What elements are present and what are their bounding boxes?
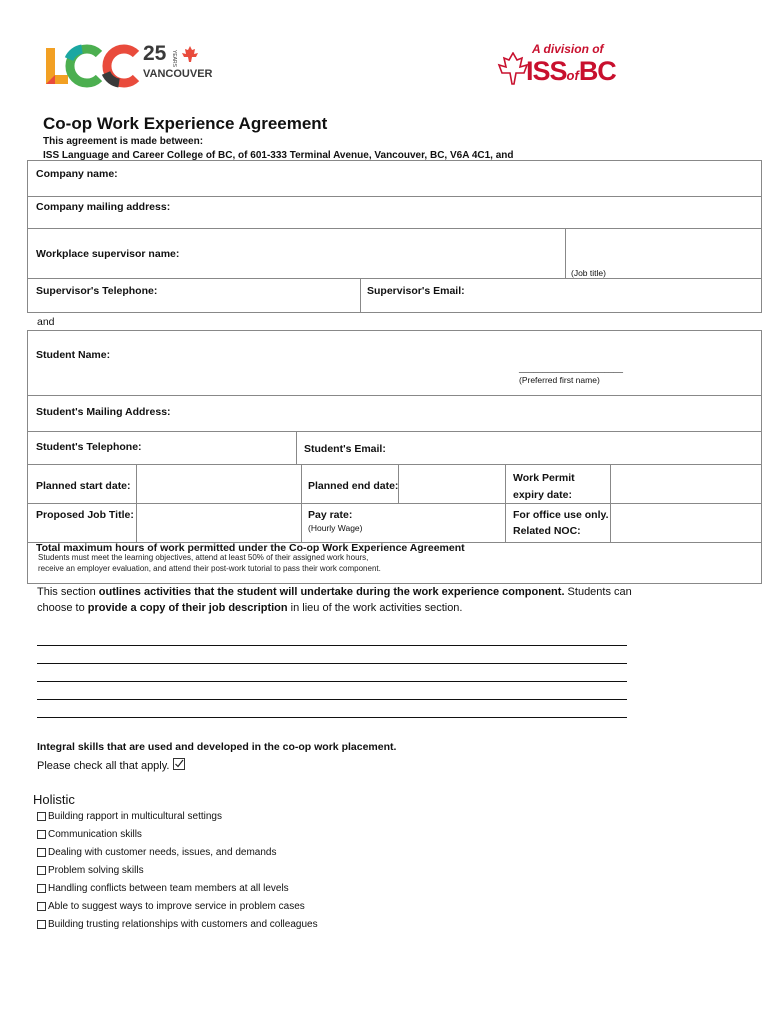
divider xyxy=(28,395,761,396)
divider xyxy=(28,196,761,197)
activity-line[interactable] xyxy=(37,645,627,646)
checkbox[interactable] xyxy=(37,812,46,821)
skills-instruction-row xyxy=(37,758,185,772)
divider xyxy=(136,503,137,542)
company-mailing-label: Company mailing address: xyxy=(36,201,171,213)
skill-checkbox-item[interactable] xyxy=(37,811,222,822)
lcc-city: VANCOUVER xyxy=(143,68,213,80)
intro-line-2: ISS Language and Career College of BC, of 601-333 Terminal Avenue, Vancouver, BC, V6A 4C1, and xyxy=(43,150,514,161)
divider xyxy=(301,464,302,503)
divider xyxy=(565,228,566,278)
lcc-logo xyxy=(44,42,213,90)
divider xyxy=(398,464,399,503)
iss-name-b: BC xyxy=(578,56,616,86)
divider xyxy=(610,503,611,542)
divider xyxy=(28,464,761,465)
divider xyxy=(136,464,137,503)
checkbox[interactable] xyxy=(37,920,46,929)
skill-label: Problem solving skills xyxy=(48,865,144,876)
activity-line[interactable] xyxy=(37,717,627,718)
activities-line-1 xyxy=(37,586,632,598)
divider xyxy=(28,278,761,279)
lcc-years-label: YEARS xyxy=(171,50,177,67)
skill-checkbox-item[interactable] xyxy=(37,919,318,930)
divider xyxy=(610,464,611,503)
checkbox[interactable] xyxy=(37,884,46,893)
activity-line[interactable] xyxy=(37,699,627,700)
divider xyxy=(28,431,761,432)
skill-label: Building trusting relationships with customers and colleagues xyxy=(48,919,318,930)
skill-checkbox-item[interactable] xyxy=(37,847,276,858)
activities-line-1-pre: This section xyxy=(37,586,99,598)
supervisor-name-label: Workplace supervisor name: xyxy=(36,248,180,260)
company-name-label: Company name: xyxy=(36,168,118,180)
student-name-label: Student Name: xyxy=(36,349,111,361)
preferred-name-label: (Preferred first name) xyxy=(519,375,600,385)
skill-label: Communication skills xyxy=(48,829,142,840)
holistic-group-title: Holistic xyxy=(33,792,75,807)
total-hours-note-2: receive an employer evaluation, and attend their post-work tutorial to pass their work component. xyxy=(38,564,381,573)
divider xyxy=(28,503,761,504)
checkbox[interactable] xyxy=(37,848,46,857)
office-use-label-2: Related NOC: xyxy=(513,525,581,537)
activities-line-2-post: in lieu of the work activities section. xyxy=(287,602,463,614)
planned-end-label: Planned end date: xyxy=(308,480,399,492)
work-permit-label-2: expiry date: xyxy=(513,489,572,501)
iss-name-a: ISS xyxy=(526,56,567,86)
skill-checkbox-item[interactable] xyxy=(37,865,144,876)
student-telephone-label: Student's Telephone: xyxy=(36,441,142,453)
divider xyxy=(301,503,302,542)
checkbox[interactable] xyxy=(37,830,46,839)
activities-line-2-pre: choose to xyxy=(37,602,88,614)
student-mailing-label: Student's Mailing Address: xyxy=(36,406,171,418)
activities-line-1-bold: outlines activities that the student will undertake during the work experience component. xyxy=(98,586,565,598)
divider xyxy=(296,431,297,464)
student-email-label: Student's Email: xyxy=(304,443,386,455)
skill-checkbox-item[interactable] xyxy=(37,901,305,912)
iss-logo xyxy=(490,40,625,90)
total-hours-label: Total maximum hours of work permitted under the Co-op Work Experience Agreement xyxy=(36,542,465,554)
divider xyxy=(28,228,761,229)
and-label: and xyxy=(37,316,55,328)
activities-line-1-post: Students can xyxy=(564,586,632,598)
activities-line-2 xyxy=(37,602,462,614)
skills-instruction: Please check all that apply. xyxy=(37,760,170,772)
checkbox[interactable] xyxy=(37,902,46,911)
divider xyxy=(360,278,361,313)
company-info-box xyxy=(27,160,762,313)
activities-line-2-bold: provide a copy of their job description xyxy=(87,602,288,614)
work-permit-label-1: Work Permit xyxy=(513,472,575,484)
skill-label: Building rapport in multicultural settings xyxy=(48,811,222,822)
supervisor-email-label: Supervisor's Email: xyxy=(367,285,465,297)
skill-label: Able to suggest ways to improve service in problem cases xyxy=(48,901,305,912)
skill-label: Dealing with customer needs, issues, and demands xyxy=(48,847,277,858)
activity-line[interactable] xyxy=(37,663,627,664)
total-hours-note-1: Students must meet the learning objectives, attend at least 50% of their assigned work hours, xyxy=(38,553,369,562)
activity-line[interactable] xyxy=(37,681,627,682)
skills-heading: Integral skills that are used and developed in the co-op work placement. xyxy=(37,741,397,753)
proposed-job-title-label: Proposed Job Title: xyxy=(36,509,134,521)
pay-rate-label: Pay rate: xyxy=(308,509,353,521)
division-text: A division of xyxy=(532,42,604,56)
checked-box-icon xyxy=(173,758,185,770)
skill-checkbox-item[interactable] xyxy=(37,829,142,840)
intro-line-1: This agreement is made between: xyxy=(43,136,204,147)
skill-checkbox-item[interactable] xyxy=(37,883,289,894)
maple-leaf-icon xyxy=(181,46,199,63)
iss-name-of: of xyxy=(566,68,579,83)
iss-wordmark xyxy=(526,56,616,87)
page-title: Co-op Work Experience Agreement xyxy=(43,114,328,133)
preferred-name-line: ______________________ xyxy=(519,363,624,373)
checkbox[interactable] xyxy=(37,866,46,875)
lcc-years-number: 25 xyxy=(143,42,167,65)
iss-maple-leaf-icon xyxy=(496,52,530,86)
supervisor-telephone-label: Supervisor's Telephone: xyxy=(36,285,158,297)
student-info-box xyxy=(27,330,762,584)
job-title-label: (Job title) xyxy=(571,268,606,278)
office-use-label-1: For office use only. xyxy=(513,509,609,521)
skill-label: Handling conflicts between team members at all levels xyxy=(48,883,289,894)
planned-start-label: Planned start date: xyxy=(36,480,131,492)
hourly-wage-label: (Hourly Wage) xyxy=(308,523,363,533)
